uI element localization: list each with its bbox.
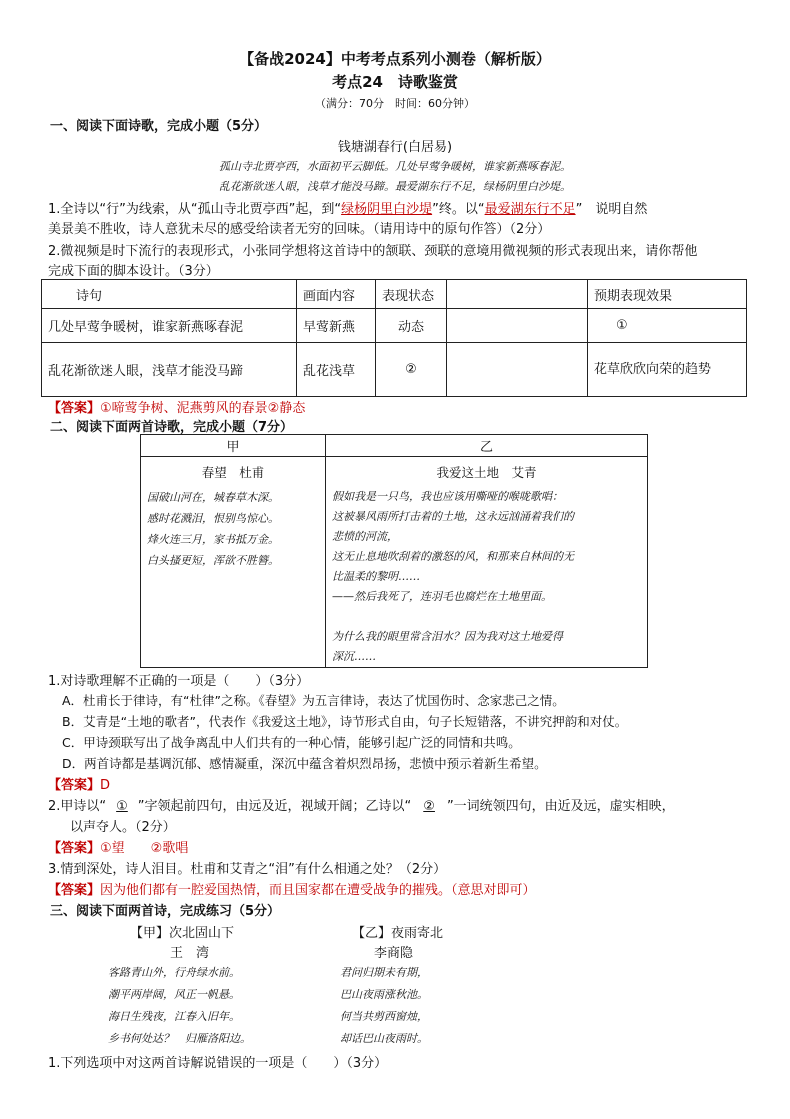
answer-label: 【答案】 (48, 883, 101, 898)
poem-line: 潮平两岸阔，风正一帆悬。 (108, 988, 240, 1001)
section2-heading: 二、阅读下面两首诗歌，完成小题（7分） (50, 420, 294, 435)
option-b: B．艾青是“土地的歌者”，代表作《我爱这土地》，诗节形式自由，句子长短错落，不讲究押韵和对仗。 (62, 714, 628, 729)
exam-subtitle: 考点24 诗歌鉴赏 (332, 73, 458, 91)
section3-poem-b-title: 【乙】夜雨寄北 (352, 926, 444, 941)
poems-compare-table (140, 434, 648, 668)
poem-line: 这被暴风雨所打击着的土地，这永远汹涌着我们的 (332, 510, 574, 523)
section2-answer-3 (48, 879, 536, 898)
section1-poem-title: 钱塘湖春行(白居易) (337, 140, 453, 155)
section2-question-2 (48, 795, 675, 814)
table-cell (447, 309, 588, 343)
poem-line: 国破山河在，城春草木深。 (147, 491, 279, 504)
poem-line (332, 607, 641, 627)
section1-poem-line: 乱花渐欲迷人眼，浅草才能没马蹄。最爱湖东行不足，绿杨阴里白沙堤。 (219, 180, 571, 193)
table-cell (447, 343, 588, 397)
poem-line: 悲愤的河流， (332, 530, 398, 543)
section3-question-1: 1.下列选项中对这两首诗解说错误的一项是（ ）（3分） (48, 1056, 388, 1071)
section2-question-3: 3.情到深处，诗人泪目。杜甫和艾青之“泪”有什么相通之处？（2分） (48, 862, 447, 877)
table-header-cell (447, 280, 588, 309)
table-row (42, 309, 747, 343)
q1-text-a: 1.全诗以“行”为线索，从“孤山寺北贾亭西”起，到“ (48, 202, 342, 217)
q1-text-b: ”终。以“ (432, 202, 485, 217)
table-header-cell: 甲 (141, 435, 326, 457)
answer-text: D (100, 778, 111, 793)
poem-b-body (332, 487, 641, 667)
q2-text-a: 2.甲诗以“ (48, 799, 107, 814)
section1-answer (48, 397, 305, 416)
section1-question-2: 2.微视频是时下流行的表现形式，小张同学想将这首诗中的颔联、颈联的意境用微视频的形式表现出来，请你帮他 (48, 244, 698, 259)
section1-question-2-line2: 完成下面的脚本设计。（3分） (48, 264, 219, 279)
table-header-cell: 画面内容 (297, 280, 376, 309)
exam-title: 【备战2024】中考考点系列小测卷（解析版） (239, 50, 551, 68)
section1-question-1 (48, 198, 647, 217)
answer-text: ①望 ②歌唱 (100, 841, 189, 856)
poem-line: 这无止息地吹刮着的激怒的风，和那来自林间的无 (332, 550, 574, 563)
section3-poem-a-title: 【甲】次北固山下 (130, 926, 235, 941)
table-cell: ② (376, 343, 447, 397)
section1-poem-line: 孤山寺北贾亭西，水面初平云脚低。几处早莺争暖树，谁家新燕啄春泥。 (219, 160, 571, 173)
table-row (141, 457, 648, 668)
answer-label: 【答案】 (48, 401, 101, 416)
table-header-cell: 乙 (326, 435, 648, 457)
table-row (42, 343, 747, 397)
q2-blank-2: ② (423, 799, 435, 814)
table-header-cell: 表现状态 (376, 280, 447, 309)
poem-b-cell (326, 457, 648, 668)
option-c: C．甲诗颈联写出了战争离乱中人们共有的一种心情，能够引起广泛的同情和共鸣。 (62, 735, 521, 750)
option-a: A．杜甫长于律诗，有“杜律”之称。《春望》为五言律诗，表达了忧国伤时、念家悲己之情。 (62, 693, 565, 708)
section3-poem-b-author: 李商隐 (374, 946, 414, 961)
section1-question-1-line2: 美景美不胜收，诗人意犹未尽的感受给读者无穷的回味。（请用诗中的原句作答）（2分） (48, 222, 551, 237)
q2-text-c: ”一词统领四句，由近及远，虚实相映， (446, 799, 675, 814)
section3-heading: 三、阅读下面两首诗，完成练习（5分） (50, 904, 281, 919)
section2-answer-1 (48, 774, 110, 793)
table-cell: 几处早莺争暖树，谁家新燕啄春泥 (42, 309, 297, 343)
poem-line: 烽火连三月，家书抵万金。 (147, 533, 279, 546)
section2-question-1: 1.对诗歌理解不正确的一项是（ ）（3分） (48, 674, 310, 689)
script-table (41, 279, 747, 397)
answer-text: ①啼莺争树、泥燕剪风的春景②静态 (100, 401, 306, 416)
q1-text-c: ” 说明自然 (575, 202, 648, 217)
section1-heading: 一、阅读下面诗歌，完成小题（5分） (50, 119, 268, 134)
table-header-row (42, 280, 747, 309)
poem-line: 深沉…… (332, 650, 376, 663)
poem-line: 客路青山外，行舟绿水前。 (108, 966, 240, 979)
table-header-row (141, 435, 648, 457)
q2-text-b: ”字领起前四句，由远及近，视域开阔；乙诗以“ (137, 799, 412, 814)
poem-line: 白头搔更短，浑欲不胜簪。 (147, 554, 279, 567)
table-cell: 花草欣欣向荣的趋势 (588, 343, 747, 397)
poem-line: 感时花溅泪，恨别鸟惊心。 (147, 512, 279, 525)
section2-question-2-line2: 以声夺人。（2分） (70, 820, 176, 835)
table-cell: 早莺新燕 (297, 309, 376, 343)
poem-b-title: 我爱这土地 艾青 (436, 465, 537, 480)
poem-line: 何当共剪西窗烛， (340, 1010, 428, 1023)
q1-answer-underline-2: 最爱湖东行不足 (484, 202, 576, 217)
poem-line: 为什么我的眼里常含泪水？因为我对这土地爱得 (332, 630, 563, 643)
poem-line: 乡书何处达？ 归雁洛阳边。 (108, 1032, 251, 1045)
table-header-cell: 诗句 (42, 280, 297, 309)
poem-line: 比温柔的黎明…… (332, 570, 420, 583)
poem-line: 巴山夜雨涨秋池。 (340, 988, 428, 1001)
option-d: D．两首诗都是基调沉郁、感情凝重，深沉中蕴含着炽烈昂扬，悲愤中预示着新生希望。 (62, 756, 547, 771)
table-cell: ① (588, 309, 747, 343)
section2-answer-2 (48, 837, 188, 856)
table-cell: 乱花浅草 (297, 343, 376, 397)
q2-blank-1: ① (116, 799, 128, 814)
poem-line: 假如我是一只鸟，我也应该用嘶哑的喉咙歌唱： (332, 490, 563, 503)
answer-label: 【答案】 (48, 841, 101, 856)
table-cell: 乱花渐欲迷人眼，浅草才能没马蹄 (42, 343, 297, 397)
poem-line: ——然后我死了，连羽毛也腐烂在土地里面。 (332, 590, 552, 603)
poem-line: 却话巴山夜雨时。 (340, 1032, 428, 1045)
poem-a-body (147, 487, 319, 571)
answer-label: 【答案】 (48, 778, 101, 793)
poem-a-cell (141, 457, 326, 668)
table-cell: 动态 (376, 309, 447, 343)
answer-text: 因为他们都有一腔爱国热情，而且国家都在遭受战争的摧残。（意思对即可） (100, 883, 536, 898)
exam-meta: （满分：70分 时间：60分钟） (315, 97, 475, 110)
poem-a-title: 春望 杜甫 (201, 465, 265, 480)
poem-line: 海日生残夜，江春入旧年。 (108, 1010, 240, 1023)
q1-answer-underline-1: 绿杨阴里白沙堤 (341, 202, 433, 217)
section3-poem-a-author: 王 湾 (170, 946, 210, 961)
table-header-cell: 预期表现效果 (588, 280, 747, 309)
poem-line: 君问归期未有期， (340, 966, 428, 979)
